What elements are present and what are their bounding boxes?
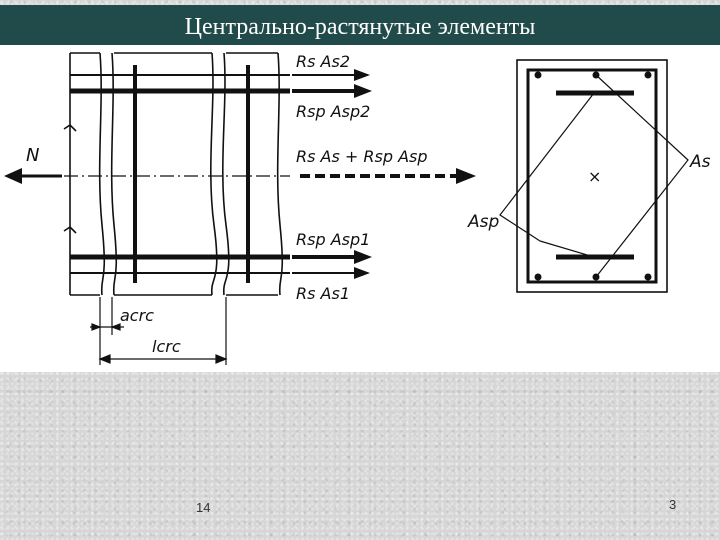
page-number-left: 14: [196, 500, 211, 515]
tension-member-diagram: [0, 45, 720, 372]
section-center-mark: ×: [588, 167, 602, 186]
longitudinal-bars: [70, 65, 290, 283]
section-as-label: As: [690, 152, 711, 172]
page-number-right: 3: [669, 497, 677, 512]
dim-acrc-label: acrc: [120, 306, 154, 325]
slide-title: Центрально-растянутые элементы: [184, 14, 536, 40]
force-center-label: Rs As + Rsp Asp: [296, 147, 428, 166]
force-bottom-inner-label: Rsp Asp1: [296, 230, 371, 249]
dim-lcrc-label: lcrc: [152, 337, 181, 356]
force-bottom-outer-label: Rs As1: [296, 284, 350, 303]
section-asp-label: Asp: [468, 212, 500, 232]
force-n-arrow: [4, 168, 62, 184]
force-top-outer-label: Rs As2: [296, 52, 350, 71]
force-top-inner-label: Rsp Asp2: [296, 102, 371, 121]
force-n-label: N: [26, 145, 40, 166]
title-bar: [0, 5, 720, 45]
diagram-panel: [0, 45, 720, 372]
